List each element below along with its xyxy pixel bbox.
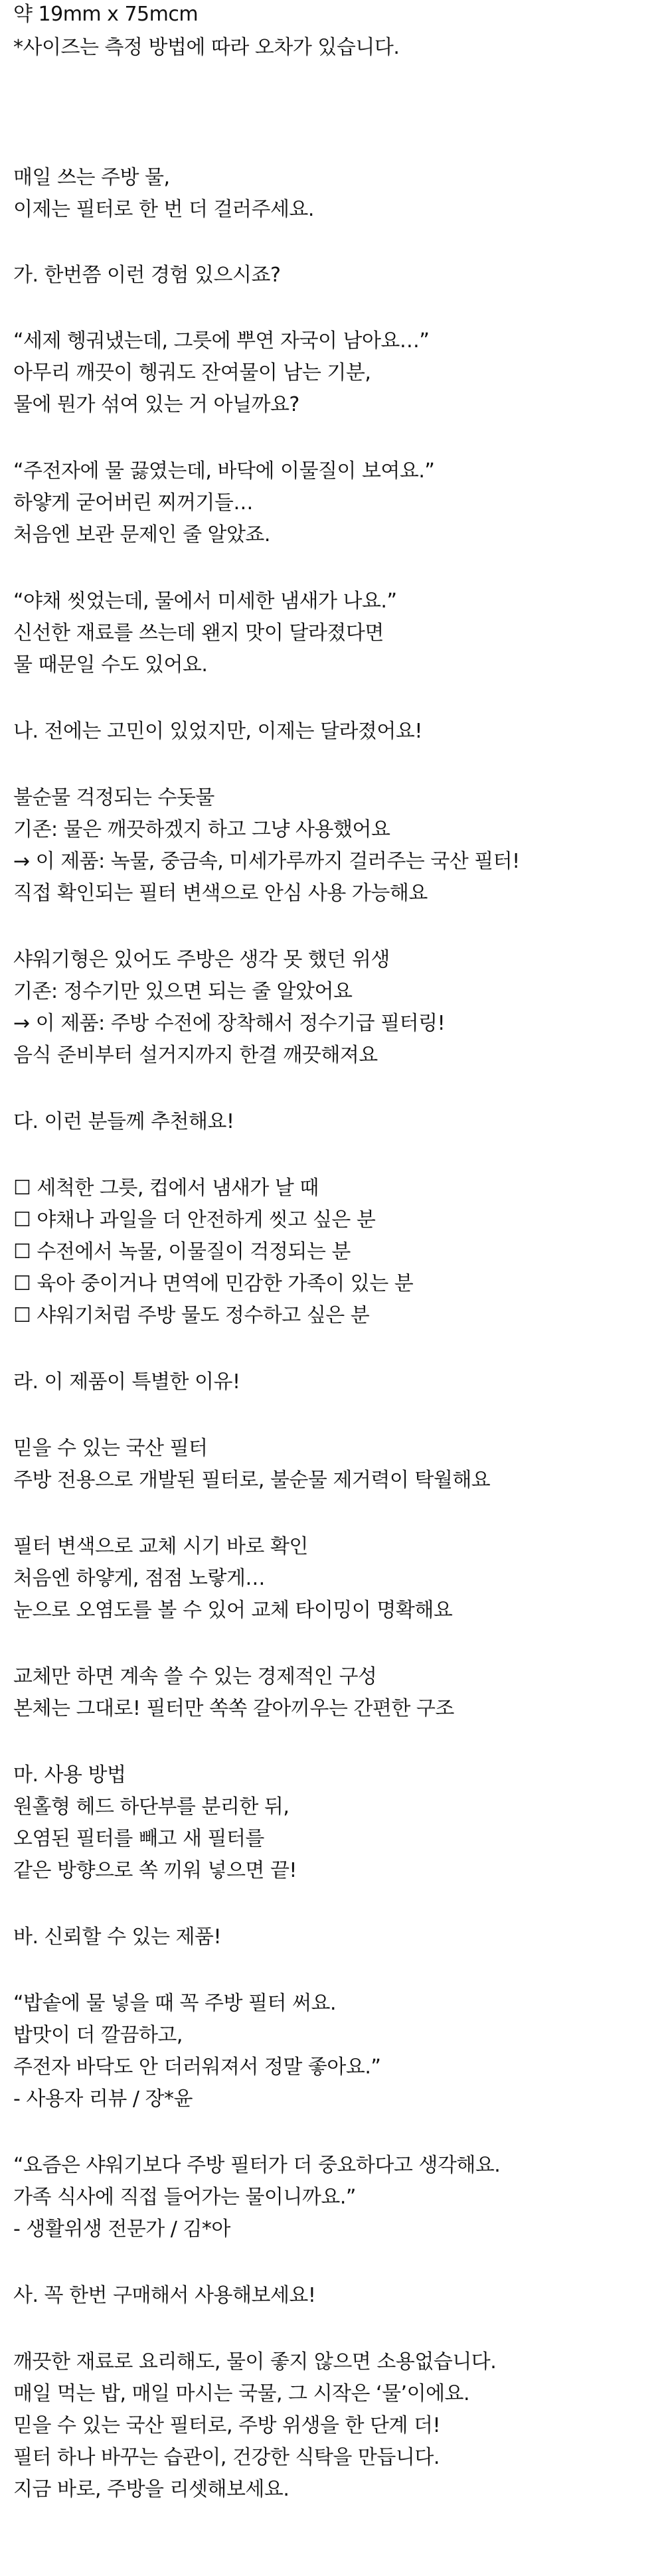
ga-q2-line-2: 하얗게 굳어버린 찌꺼기들… — [13, 491, 253, 515]
da-checklist-item-5: ☐ 샤워기처럼 주방 물도 정수하고 싶은 분 — [13, 1304, 370, 1327]
da-checklist-item-3: ☐ 수전에서 녹물, 이물질이 걱정되는 분 — [13, 1240, 351, 1263]
ga-q2-line-1: “주전자에 물 끓였는데, 바닥에 이물질이 보여요.” — [13, 459, 435, 483]
da-checklist-item-1: ☐ 세척한 그릇, 컵에서 냄새가 날 때 — [13, 1176, 319, 1200]
na-b1-line-4: 직접 확인되는 필터 변색으로 안심 사용 가능해요 — [13, 882, 428, 905]
ga-q3-line-1: “야채 씻었는데, 물에서 미세한 냄새가 나요.” — [13, 590, 397, 613]
ra-p3-line-1: 교체만 하면 계속 쓸 수 있는 경제적인 구성 — [13, 1665, 377, 1688]
na-b2-line-3: → 이 제품: 주방 수전에 장착해서 정수기급 필터링! — [13, 1012, 446, 1035]
ba-review-1-line-1: “밥솥에 물 넣을 때 꼭 주방 필터 써요. — [13, 1992, 337, 2015]
section-da-heading: 다. 이런 분들께 추천해요! — [13, 1110, 234, 1133]
ma-line-2: 오염된 필터를 빼고 새 필터를 — [13, 1827, 264, 1850]
ba-review-1-line-3: 주전자 바닥도 안 더러워져서 정말 좋아요.” — [13, 2055, 381, 2079]
ra-p3-line-2: 본체는 그대로! 필터만 쏙쏙 갈아끼우는 간편한 구조 — [13, 1697, 454, 1720]
da-checklist-item-2: ☐ 야채나 과일을 더 안전하게 씻고 싶은 분 — [13, 1208, 376, 1232]
ra-p1-line-2: 주방 전용으로 개발된 필터로, 불순물 제거력이 탁월해요 — [13, 1469, 491, 1492]
sa-line-2: 매일 먹는 밥, 매일 마시는 국물, 그 시작은 ‘물’이에요. — [13, 2382, 470, 2405]
ma-line-1: 원홀형 헤드 하단부를 분리한 뒤, — [13, 1795, 290, 1818]
ba-review-2-line-1: “요즘은 샤워기보다 주방 필터가 더 중요하다고 생각해요. — [13, 2154, 501, 2177]
na-b2-line-4: 음식 준비부터 설거지까지 한결 깨끗해져요 — [13, 1044, 378, 1067]
na-b1-line-2: 기존: 물은 깨끗하겠지 하고 그냥 사용했어요 — [13, 818, 390, 841]
section-sa-heading: 사. 꼭 한번 구매해서 사용해보세요! — [13, 2284, 316, 2307]
ga-q3-line-2: 신선한 재료를 쓰는데 왠지 맛이 달라졌다면 — [13, 621, 384, 645]
ga-q2-line-3: 처음엔 보관 문제인 줄 알았죠. — [13, 523, 270, 546]
ba-review-2-line-2: 가족 식사에 직접 들어가는 물이니까요.” — [13, 2186, 356, 2209]
intro-line-2: 이제는 필터로 한 번 더 걸러주세요. — [13, 198, 314, 221]
ra-p2-line-3: 눈으로 오염도를 볼 수 있어 교체 타이밍이 명확해요 — [13, 1599, 453, 1622]
ra-p1-line-1: 믿을 수 있는 국산 필터 — [13, 1437, 208, 1460]
ra-p2-line-2: 처음엔 하얗게, 점점 노랗게… — [13, 1567, 265, 1590]
na-b1-line-1: 불순물 걱정되는 수돗물 — [13, 786, 214, 809]
intro-line-1: 매일 쓰는 주방 물, — [13, 166, 170, 189]
section-ra-heading: 라. 이 제품이 특별한 이유! — [13, 1370, 240, 1394]
da-checklist-item-4: ☐ 육아 중이거나 면역에 민감한 가족이 있는 분 — [13, 1272, 414, 1295]
section-ma-heading: 마. 사용 방법 — [13, 1763, 126, 1787]
na-b2-line-2: 기존: 정수기만 있으면 되는 줄 알았어요 — [13, 980, 353, 1003]
na-b2-line-1: 샤워기형은 있어도 주방은 생각 못 했던 위생 — [13, 948, 390, 971]
ga-q3-line-3: 물 때문일 수도 있어요. — [13, 653, 208, 677]
na-b1-line-3: → 이 제품: 녹물, 중금속, 미세가루까지 걸러주는 국산 필터! — [13, 850, 520, 873]
section-na-heading: 나. 전에는 고민이 있었지만, 이제는 달라졌어요! — [13, 720, 422, 743]
ba-review-1-author: - 사용자 리뷰 / 장*윤 — [13, 2087, 193, 2111]
section-ba-heading: 바. 신뢰할 수 있는 제품! — [13, 1925, 222, 1949]
ga-q1-line-1: “세제 헹궈냈는데, 그릇에 뿌연 자국이 남아요…” — [13, 329, 430, 353]
ba-review-1-line-2: 밥맛이 더 깔끔하고, — [13, 2024, 183, 2047]
ba-review-2-author: - 생활위생 전문가 / 김*아 — [13, 2217, 230, 2241]
ga-q1-line-2: 아무리 깨끗이 헹궈도 잔여물이 남는 기분, — [13, 361, 371, 384]
section-ga-heading: 가. 한번쯤 이런 경험 있으시죠? — [13, 264, 281, 287]
size-note: *사이즈는 측정 방법에 따라 오차가 있습니다. — [13, 36, 400, 59]
size-dimension: 약 19mm x 75mcm — [13, 3, 199, 26]
sa-line-5: 지금 바로, 주방을 리셋해보세요. — [13, 2478, 290, 2501]
ga-q1-line-3: 물에 뭔가 섞여 있는 거 아닐까요? — [13, 393, 299, 416]
ra-p2-line-1: 필터 변색으로 교체 시기 바로 확인 — [13, 1535, 308, 1558]
sa-line-3: 믿을 수 있는 국산 필터로, 주방 위생을 한 단계 더! — [13, 2414, 441, 2437]
ma-line-3: 같은 방향으로 쏙 끼워 넣으면 끝! — [13, 1859, 297, 1882]
sa-line-1: 깨끗한 재료로 요리해도, 물이 좋지 않으면 소용없습니다. — [13, 2350, 497, 2374]
sa-line-4: 필터 하나 바꾸는 습관이, 건강한 식탁을 만듭니다. — [13, 2446, 440, 2469]
